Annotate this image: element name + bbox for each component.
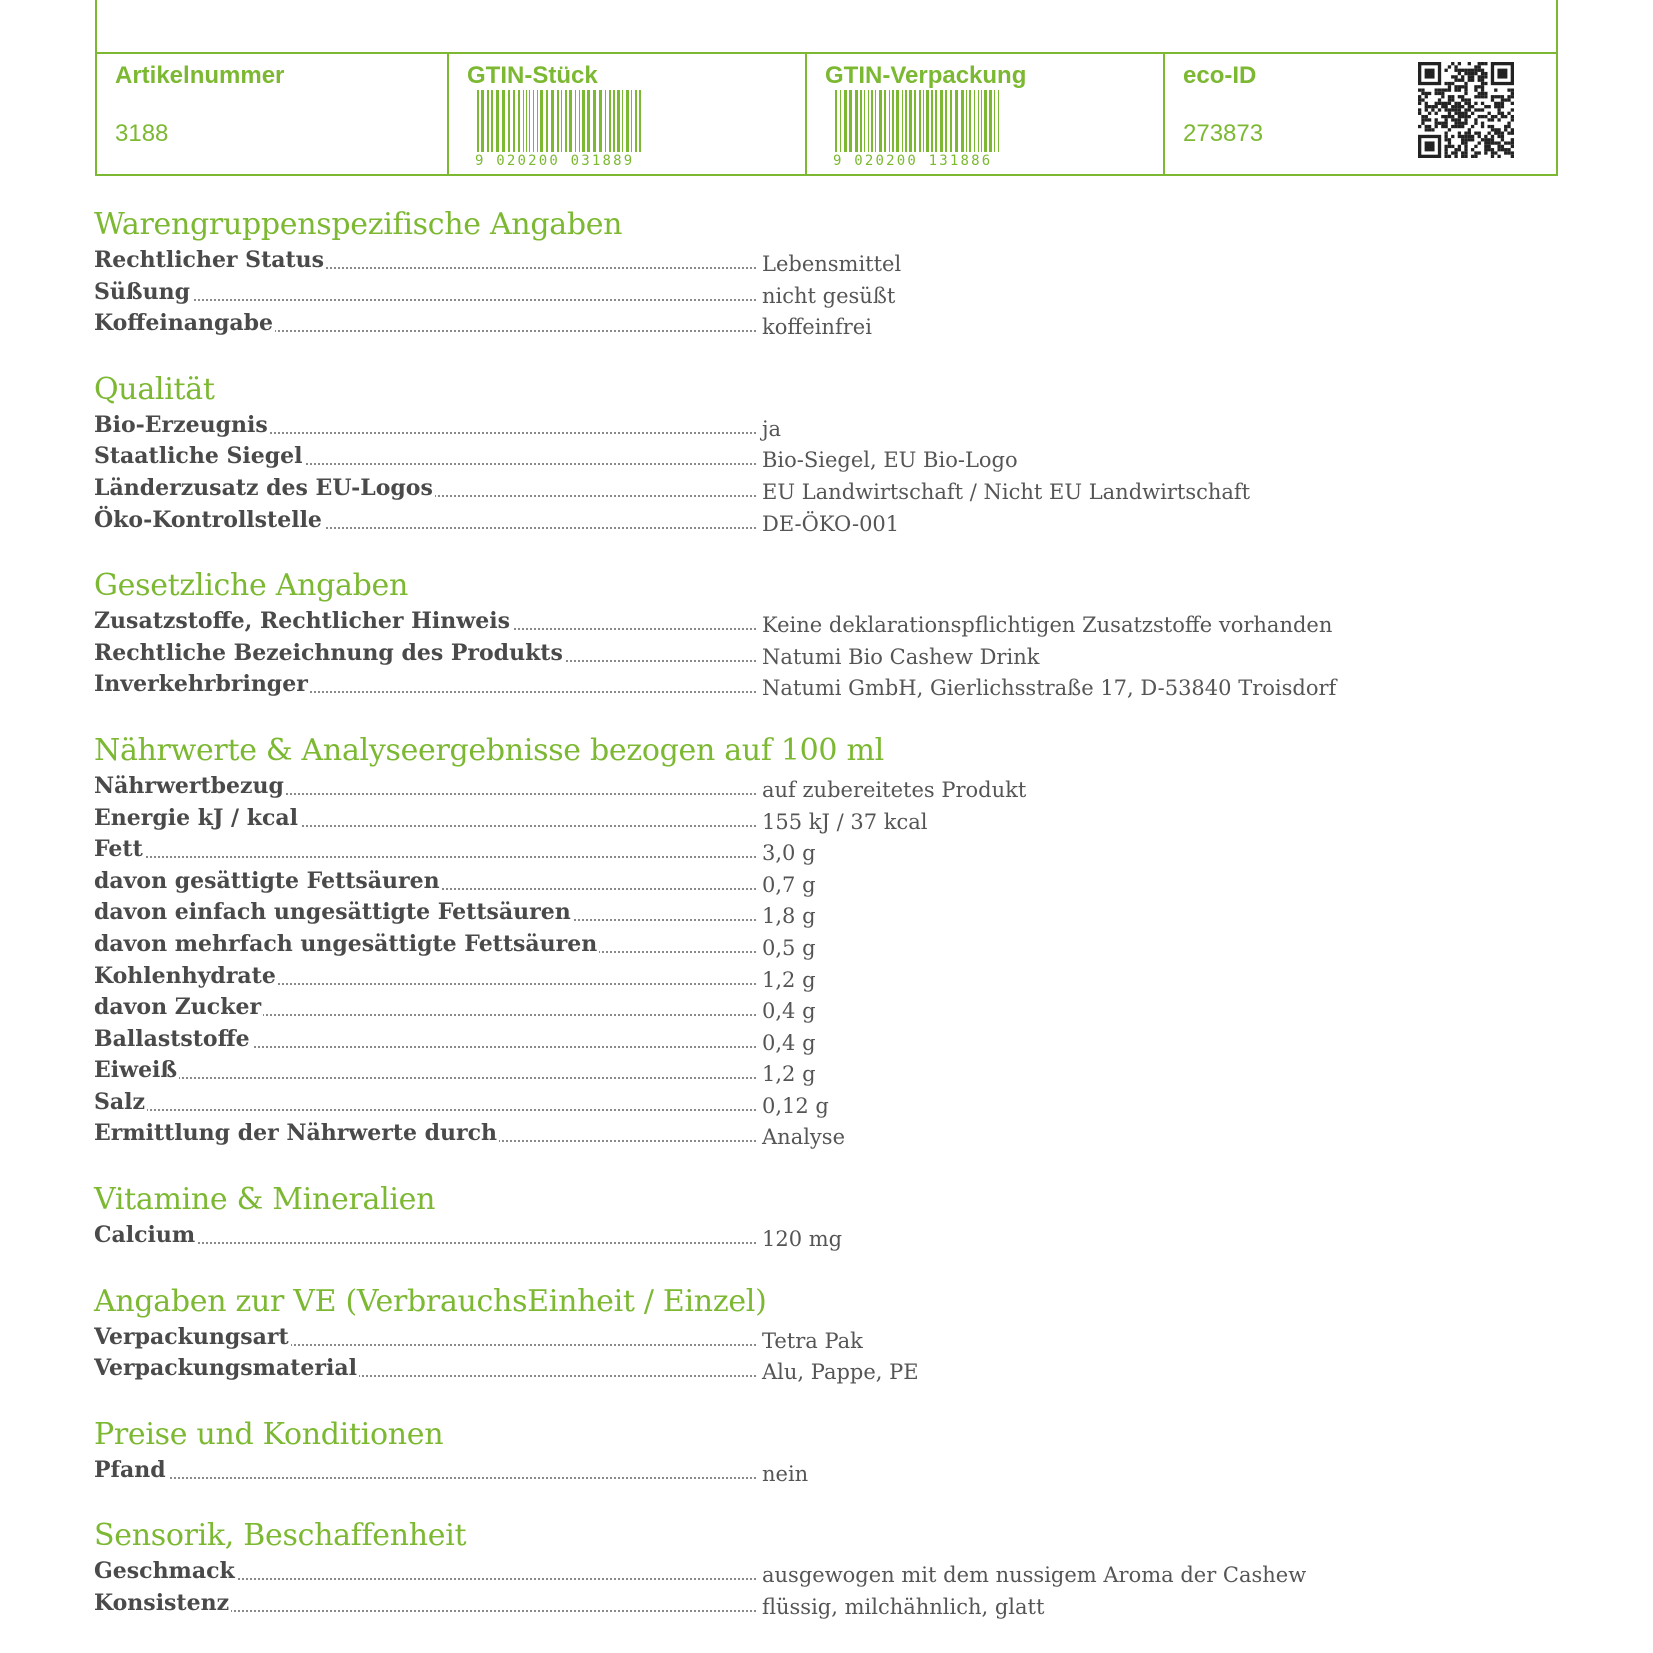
datasheet-sections: [94, 205, 1534, 1650]
section: [94, 205, 1534, 340]
spec-value: ausgewogen mit dem nussigem Aroma der Cashew: [762, 1563, 1307, 1588]
gtin-piece-label: GTIN-Stück: [467, 62, 598, 89]
spec-label-cell: [94, 638, 756, 668]
spec-label: Eiweiß: [94, 1057, 178, 1084]
gtin-package-digits: 9 020200 131886: [833, 152, 1003, 170]
spec-label-cell: [94, 245, 756, 275]
section: [94, 566, 1534, 701]
spec-label: davon Zucker: [94, 994, 262, 1021]
spec-label-cell: [94, 992, 756, 1022]
spec-label: Pfand: [94, 1456, 166, 1483]
gtin-package-barcode: [833, 90, 1003, 170]
spec-value: Alu, Pappe, PE: [762, 1360, 919, 1385]
spec-label: Länderzusatz des EU-Logos: [94, 474, 433, 501]
spec-label-cell: [94, 1353, 756, 1383]
spec-value: 1,2 g: [762, 1062, 816, 1087]
spec-label: Nährwertbezug: [94, 772, 284, 799]
spec-row: [94, 771, 1534, 803]
section-title: Sensorik, Beschaffenheit: [94, 1518, 467, 1554]
dot-leader: [94, 856, 756, 858]
spec-label-cell: [94, 866, 756, 896]
section: [94, 731, 1534, 1150]
eco-id-label: eco-ID: [1183, 62, 1257, 89]
spec-label-cell: [94, 277, 756, 307]
qr-code-icon: [1418, 62, 1514, 158]
spec-label-cell: [94, 410, 756, 440]
spec-label-cell: [94, 897, 756, 927]
spec-row: [94, 1055, 1534, 1087]
spec-label: Konsistenz: [94, 1590, 230, 1617]
section-title: Angaben zur VE (VerbrauchsEinheit / Einzel): [94, 1283, 767, 1319]
spec-label-cell: [94, 1455, 756, 1485]
section: [94, 370, 1534, 536]
gtin-package-cell: [805, 52, 1165, 174]
spec-row: [94, 1322, 1534, 1354]
spec-row: [94, 1220, 1534, 1252]
spec-row: [94, 1556, 1534, 1588]
spec-row: [94, 866, 1534, 898]
spec-row: [94, 669, 1534, 701]
spec-label-cell: [94, 606, 756, 636]
spec-row: [94, 961, 1534, 993]
section-title: Preise und Konditionen: [94, 1416, 444, 1452]
gtin-piece-digits: 9 020200 031889: [475, 152, 645, 170]
spec-label: Rechtlicher Status: [94, 247, 325, 273]
spec-label-cell: [94, 1024, 756, 1054]
spec-label-cell: [94, 1220, 756, 1250]
spec-value: koffeinfrei: [762, 315, 872, 340]
spec-label: Calcium: [94, 1222, 196, 1249]
spec-label-cell: [94, 1055, 756, 1085]
spec-label: Fett: [94, 836, 143, 863]
spec-label: Energie kJ / kcal: [94, 804, 299, 831]
spec-value: 0,5 g: [762, 935, 816, 960]
spec-label: Geschmack: [94, 1558, 235, 1585]
spec-value: 0,4 g: [762, 1030, 816, 1055]
section: [94, 1516, 1534, 1619]
spec-label: Kohlenhydrate: [94, 962, 276, 989]
spec-row: [94, 441, 1534, 473]
spec-label-cell: [94, 308, 756, 338]
section: [94, 1180, 1534, 1252]
spec-row: [94, 606, 1534, 638]
spec-label-cell: [94, 834, 756, 864]
gtin-piece-barcode: [475, 90, 645, 170]
spec-label: davon mehrfach ungesättigte Fettsäuren: [94, 930, 598, 957]
spec-label-cell: [94, 1556, 756, 1586]
barcode-bars: [475, 90, 645, 152]
spec-label-cell: [94, 929, 756, 959]
spec-value: 1,2 g: [762, 967, 816, 992]
dot-leader: [94, 299, 756, 301]
spec-label: Ermittlung der Nährwerte durch: [94, 1120, 497, 1147]
spec-label-cell: [94, 1588, 756, 1618]
section-title: Nährwerte & Analyseergebnisse bezogen auf 100 ml: [94, 732, 884, 768]
spec-label: Verpackungsmaterial: [94, 1355, 357, 1382]
section-title: Gesetzliche Angaben: [94, 568, 408, 604]
spec-row: [94, 1455, 1534, 1487]
spec-label-cell: [94, 1087, 756, 1117]
spec-label: Verpackungsart: [94, 1323, 289, 1350]
section: [94, 1415, 1534, 1487]
spec-row: [94, 277, 1534, 309]
spec-value: 0,12 g: [762, 1093, 829, 1118]
section-title: Vitamine & Mineralien: [94, 1182, 436, 1218]
product-id-header: [95, 0, 1558, 176]
spec-row: [94, 245, 1534, 277]
spec-label: Inverkehrbringer: [94, 671, 308, 698]
spec-label-cell: [94, 1118, 756, 1148]
spec-value: 0,4 g: [762, 999, 816, 1024]
spec-value: flüssig, milchähnlich, glatt: [762, 1595, 1045, 1620]
spec-label: Staatliche Siegel: [94, 443, 303, 470]
spec-label: Ballaststoffe: [94, 1025, 250, 1052]
spec-label: davon gesättigte Fettsäuren: [94, 867, 440, 894]
spec-label: Bio-Erzeugnis: [94, 411, 268, 438]
spec-label-cell: [94, 961, 756, 991]
spec-row: [94, 1087, 1534, 1119]
spec-label: Rechtliche Bezeichnung des Produkts: [94, 639, 563, 666]
article-number-label: Artikelnummer: [115, 62, 285, 89]
spec-value: 120 mg: [762, 1227, 843, 1252]
spec-row: [94, 308, 1534, 340]
spec-value: Lebensmittel: [762, 252, 902, 276]
gtin-piece-cell: [447, 52, 807, 174]
spec-value: 0,7 g: [762, 872, 816, 897]
section: [94, 1282, 1534, 1385]
spec-label: Zusatzstoffe, Rechtlicher Hinweis: [94, 608, 510, 635]
article-number-cell: [97, 52, 447, 174]
spec-label: Süßung: [94, 278, 190, 305]
spec-label-cell: [94, 771, 756, 801]
spec-value: Tetra Pak: [762, 1328, 863, 1353]
spec-value: Keine deklarationspflichtigen Zusatzstoffe vorhanden: [762, 613, 1333, 638]
spec-value: nein: [762, 1461, 809, 1486]
spec-label-cell: [94, 473, 756, 503]
spec-label-cell: [94, 669, 756, 699]
spec-row: [94, 473, 1534, 505]
spec-label: Koffeinangabe: [94, 310, 273, 337]
dot-leader: [94, 1109, 756, 1111]
spec-value: DE-ÖKO-001: [762, 511, 900, 536]
spec-label-cell: [94, 1322, 756, 1352]
spec-row: [94, 505, 1534, 537]
section-title: Qualität: [94, 371, 215, 407]
spec-row: [94, 834, 1534, 866]
spec-value: auf zubereitetes Produkt: [762, 777, 1027, 802]
spec-value: Bio-Siegel, EU Bio-Logo: [762, 448, 1018, 473]
spec-label-cell: [94, 441, 756, 471]
spec-row: [94, 1353, 1534, 1385]
spec-row: [94, 638, 1534, 670]
gtin-package-label: GTIN-Verpackung: [825, 62, 1027, 89]
spec-value: 1,8 g: [762, 904, 816, 929]
spec-row: [94, 897, 1534, 929]
spec-label-cell: [94, 505, 756, 535]
dot-leader: [94, 1477, 756, 1479]
spec-row: [94, 1024, 1534, 1056]
spec-value: Natumi GmbH, Gierlichsstraße 17, D-53840 Troisdorf: [762, 676, 1337, 701]
spec-row: [94, 1118, 1534, 1150]
spec-row: [94, 1588, 1534, 1620]
spec-label-cell: [94, 803, 756, 833]
article-number-value: 3188: [115, 120, 169, 147]
spec-label: davon einfach ungesättigte Fettsäuren: [94, 899, 571, 926]
spec-value: EU Landwirtschaft / Nicht EU Landwirtschaft: [762, 479, 1251, 504]
spec-label: Salz: [94, 1088, 145, 1115]
barcode-bars: [833, 90, 1003, 152]
spec-value: ja: [762, 416, 782, 441]
spec-row: [94, 410, 1534, 442]
header-top-strip: [97, 0, 1556, 54]
eco-id-value: 273873: [1183, 120, 1264, 147]
spec-value: Natumi Bio Cashew Drink: [762, 644, 1040, 669]
dot-leader: [94, 1077, 756, 1079]
spec-row: [94, 992, 1534, 1024]
spec-value: 155 kJ / 37 kcal: [762, 809, 928, 834]
spec-label: Öko-Kontrollstelle: [94, 506, 322, 533]
spec-value: 3,0 g: [762, 841, 816, 866]
spec-row: [94, 803, 1534, 835]
section-title: Warengruppenspezifische Angaben: [94, 207, 623, 242]
spec-value: nicht gesüßt: [762, 283, 896, 308]
spec-row: [94, 929, 1534, 961]
spec-value: Analyse: [762, 1125, 845, 1150]
